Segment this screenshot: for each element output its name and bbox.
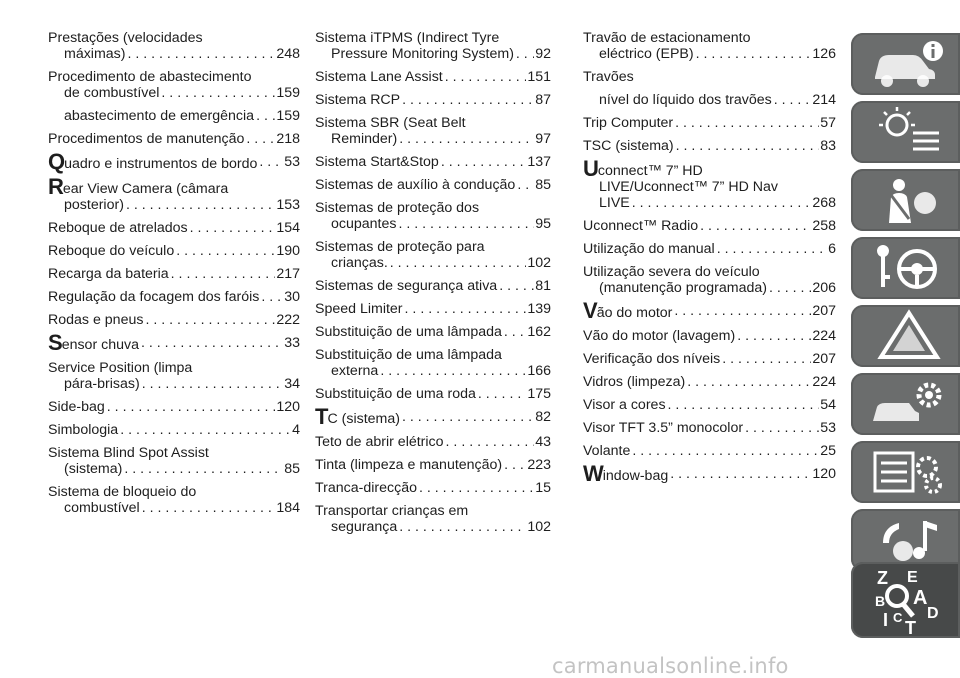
dot-leader xyxy=(399,131,534,147)
page-number[interactable]: 15 xyxy=(535,480,551,496)
section-letter: R xyxy=(48,174,63,199)
index-entry[interactable] xyxy=(315,404,551,429)
index-entry[interactable] xyxy=(583,30,836,62)
index-entry-label: Window-bag xyxy=(583,461,669,486)
index-entry[interactable] xyxy=(48,69,300,101)
tab-emergency[interactable] xyxy=(851,305,960,367)
index-entry[interactable] xyxy=(315,200,551,232)
dot-leader xyxy=(120,422,291,438)
index-entry-label: Quadro e instrumentos de bordo xyxy=(48,149,258,174)
index-entry[interactable] xyxy=(48,289,300,305)
index-entry[interactable] xyxy=(48,484,300,516)
dot-leader xyxy=(446,434,535,450)
index-entry-label: Sensor chuva xyxy=(48,330,139,355)
index-entry[interactable] xyxy=(315,347,551,379)
dot-leader xyxy=(145,312,275,328)
index-column-1 xyxy=(48,30,300,523)
page-number[interactable]: 85 xyxy=(535,177,551,193)
dot-leader xyxy=(127,46,275,62)
dot-leader xyxy=(142,500,276,516)
index-entry-label: Visor a cores xyxy=(583,397,666,413)
index-entry-label: Substituição de uma lâmpada xyxy=(315,347,502,363)
index-entry[interactable] xyxy=(583,420,836,436)
car-maintenance-icon xyxy=(869,377,949,431)
index-entry[interactable] xyxy=(48,266,300,282)
dot-leader xyxy=(161,85,275,101)
page-number[interactable]: 224 xyxy=(812,328,836,344)
page-number[interactable]: 139 xyxy=(527,301,551,317)
index-entry[interactable] xyxy=(48,422,300,438)
index-entry-label: Uconnect™ 7” HD xyxy=(583,156,703,181)
index-entry-label: Reboque do veículo xyxy=(48,243,175,259)
dot-leader xyxy=(717,241,827,257)
index-entry-label: Trip Computer xyxy=(583,115,674,131)
dot-leader xyxy=(670,466,811,484)
page-number[interactable]: 224 xyxy=(812,374,836,390)
index-entry[interactable] xyxy=(315,92,551,108)
tab-car-info[interactable] xyxy=(851,33,960,95)
dot-leader xyxy=(399,519,526,535)
dot-leader xyxy=(478,386,526,402)
dot-leader xyxy=(380,363,526,379)
index-entry-label: (sistema) xyxy=(64,461,123,477)
index-entry-label: crianças. xyxy=(331,255,388,271)
index-entry-label: Uconnect™ Radio xyxy=(583,218,699,234)
index-column-2 xyxy=(315,30,551,542)
index-entry[interactable] xyxy=(583,461,836,486)
index-entry-label: Substituição de uma lâmpada xyxy=(315,324,502,340)
dot-leader xyxy=(390,255,527,271)
dot-leader xyxy=(259,154,283,172)
dot-leader xyxy=(517,177,534,193)
dot-leader xyxy=(687,374,811,390)
dot-leader xyxy=(190,220,276,236)
seatbelt-airbag-icon xyxy=(869,173,949,227)
page-number[interactable]: 258 xyxy=(812,218,836,234)
page-number[interactable]: 190 xyxy=(276,243,300,259)
page-number[interactable]: 137 xyxy=(527,154,551,170)
technical-data-icon xyxy=(869,445,949,499)
section-letter: S xyxy=(48,330,62,355)
index-letter: Z xyxy=(877,568,888,588)
index-entry-label: Visor TFT 3.5” monocolor xyxy=(583,420,744,436)
index-entry-label: nível do líquido dos travões xyxy=(599,92,772,108)
page-number[interactable]: 102 xyxy=(527,519,551,535)
index-entry-label: Sistema SBR (Seat Belt xyxy=(315,115,466,131)
section-letter: V xyxy=(583,298,597,323)
index-entry-label: ocupantes xyxy=(331,216,397,232)
page-number[interactable]: 85 xyxy=(284,461,300,477)
index-entry-label: eléctrico (EPB) xyxy=(599,46,694,62)
index-entry-label: Procedimento de abastecimento xyxy=(48,69,252,85)
index-entry-label: TC (sistema) xyxy=(315,404,400,429)
index-entry-label: Service Position (limpa xyxy=(48,360,193,376)
index-entry-label: posterior) xyxy=(64,197,124,213)
index-entry-label: Utilização do manual xyxy=(583,241,715,257)
tab-dashboard[interactable] xyxy=(851,101,960,163)
dot-leader xyxy=(674,303,811,321)
index-entry[interactable] xyxy=(315,115,551,147)
page-number[interactable]: 207 xyxy=(812,303,836,319)
index-entry[interactable] xyxy=(583,92,836,108)
page-number[interactable]: 83 xyxy=(820,138,836,154)
index-entry[interactable] xyxy=(583,218,836,234)
dot-leader xyxy=(504,324,526,340)
index-entry[interactable] xyxy=(315,324,551,340)
dot-leader xyxy=(124,461,283,477)
index-entry[interactable] xyxy=(48,399,300,415)
index-entry-label: Sistemas de proteção dos xyxy=(315,200,480,216)
index-letter: C xyxy=(893,610,903,625)
index-entry-label: Sistemas de segurança ativa xyxy=(315,278,498,294)
index-entry[interactable] xyxy=(48,220,300,236)
page-number[interactable]: 222 xyxy=(276,312,300,328)
page-number[interactable]: 4 xyxy=(292,422,300,438)
index-entry[interactable] xyxy=(315,301,551,317)
section-letter: W xyxy=(583,461,603,486)
index-entry-label: Verificação dos níveis xyxy=(583,351,721,367)
index-entry-label: Sistema RCP xyxy=(315,92,401,108)
page-number[interactable]: 218 xyxy=(276,131,300,147)
dot-leader xyxy=(171,266,276,282)
dot-leader xyxy=(126,197,275,213)
dot-leader xyxy=(445,69,527,85)
page-number[interactable]: 223 xyxy=(527,457,551,473)
page-number[interactable]: 87 xyxy=(535,92,551,108)
section-letter: T xyxy=(315,404,328,429)
index-entry[interactable] xyxy=(48,360,300,392)
section-letter: Q xyxy=(48,149,65,174)
index-entry-label: Sistemas de auxílio à condução xyxy=(315,177,516,193)
index-entry-label: Sistema Lane Assist xyxy=(315,69,443,85)
index-letter: E xyxy=(907,569,918,586)
car-info-icon xyxy=(869,37,949,91)
page-number[interactable]: 151 xyxy=(527,69,551,85)
index-entry-label: Travão de estacionamento xyxy=(583,30,751,46)
index-entry-label: TSC (sistema) xyxy=(583,138,674,154)
index-entry[interactable] xyxy=(48,243,300,259)
page-number[interactable]: 159 xyxy=(276,108,300,124)
index-entry-label: Reminder) xyxy=(331,131,398,147)
index-entry[interactable] xyxy=(48,149,300,174)
page-number[interactable]: 53 xyxy=(820,420,836,436)
page-number[interactable]: 53 xyxy=(284,154,300,170)
index-letter: I xyxy=(883,610,889,630)
dot-leader xyxy=(700,218,811,234)
index-entry[interactable] xyxy=(315,386,551,402)
index-entry-label: Vão do motor xyxy=(583,298,673,323)
index-entry-label: Tinta (limpeza e manutenção) xyxy=(315,457,503,473)
index-entry[interactable] xyxy=(48,445,300,477)
dot-leader xyxy=(632,195,812,211)
dot-leader xyxy=(722,351,811,367)
page-number[interactable]: 34 xyxy=(284,376,300,392)
dot-leader xyxy=(142,376,284,392)
index-entry-label: Volante xyxy=(583,443,631,459)
index-entry[interactable] xyxy=(315,30,551,62)
index-entry[interactable] xyxy=(315,503,551,535)
index-entry[interactable] xyxy=(583,328,836,344)
page-number[interactable]: 153 xyxy=(276,197,300,213)
dot-leader xyxy=(676,138,820,154)
index-entry[interactable] xyxy=(315,457,551,473)
page-number[interactable]: 120 xyxy=(276,399,300,415)
index-entry[interactable] xyxy=(583,115,836,131)
index-entry[interactable] xyxy=(583,138,836,154)
index-entry[interactable] xyxy=(48,131,300,147)
page-number[interactable]: 33 xyxy=(284,335,300,351)
index-entry[interactable] xyxy=(315,177,551,193)
dot-leader xyxy=(256,108,275,124)
index-entry[interactable] xyxy=(48,174,300,213)
index-entry-label: LIVE/Uconnect™ 7” HD Nav xyxy=(599,179,778,195)
dot-leader xyxy=(504,457,526,473)
dot-leader xyxy=(745,420,819,436)
page-number[interactable]: 206 xyxy=(812,280,836,296)
dot-leader xyxy=(516,46,534,62)
alphabetical-index-icon xyxy=(869,566,949,636)
index-letter: A xyxy=(913,587,928,609)
warning-triangle-icon xyxy=(869,309,949,363)
dot-leader xyxy=(499,278,534,294)
index-letter: T xyxy=(905,618,916,636)
page-number[interactable]: 82 xyxy=(535,409,551,425)
dot-leader xyxy=(141,335,283,353)
index-entry-label: Speed Limiter xyxy=(315,301,403,317)
index-entry-label: Utilização severa do veículo xyxy=(583,264,760,280)
dot-leader xyxy=(402,92,534,108)
index-entry[interactable] xyxy=(315,480,551,496)
index-entry-label: abastecimento de emergência xyxy=(64,108,255,124)
dot-leader xyxy=(675,115,819,131)
index-entry-label: Prestações (velocidades xyxy=(48,30,203,46)
multimedia-icon xyxy=(869,513,949,567)
index-entry-label: Reboque de atrelados xyxy=(48,220,188,236)
page-number[interactable]: 95 xyxy=(535,216,551,232)
index-entry-label: máximas) xyxy=(64,46,126,62)
index-entry[interactable] xyxy=(583,374,836,390)
page-number[interactable]: 102 xyxy=(527,255,551,271)
page-number[interactable]: 43 xyxy=(535,434,551,450)
index-entry-label: Regulação da focagem dos faróis xyxy=(48,289,260,305)
dot-leader xyxy=(774,92,812,108)
section-letter: U xyxy=(583,156,598,181)
index-entry[interactable] xyxy=(583,241,836,257)
index-entry-label: Side-bag xyxy=(48,399,105,415)
key-steering-wheel-icon xyxy=(869,241,949,295)
index-letter: B xyxy=(875,593,886,609)
index-entry-label: (manutenção programada) xyxy=(599,280,767,296)
index-entry-label: Sistema iTPMS (Indirect Tyre xyxy=(315,30,500,46)
index-entry-label: Sistemas de proteção para xyxy=(315,239,485,255)
page-number[interactable]: 268 xyxy=(812,195,836,211)
page-number[interactable]: 166 xyxy=(527,363,551,379)
tab-technical-data[interactable] xyxy=(851,441,960,503)
dot-leader xyxy=(668,397,820,413)
index-entry[interactable] xyxy=(48,108,300,124)
dot-leader xyxy=(632,443,819,459)
index-column-3 xyxy=(583,30,836,491)
index-entry-label: Rodas e pneus xyxy=(48,312,144,328)
index-entry[interactable] xyxy=(583,156,836,211)
index-entry-label: Procedimentos de manutenção xyxy=(48,131,245,147)
index-entry-label: de combustível xyxy=(64,85,160,101)
index-entry-label: segurança xyxy=(331,519,398,535)
page-number[interactable]: 97 xyxy=(535,131,551,147)
dot-leader xyxy=(402,409,534,427)
index-entry[interactable] xyxy=(583,69,836,85)
index-entry[interactable] xyxy=(315,278,551,294)
dot-leader xyxy=(696,46,812,62)
tab-alphabetical-index[interactable] xyxy=(851,562,960,638)
page-number[interactable]: 159 xyxy=(276,85,300,101)
index-entry[interactable] xyxy=(583,397,836,413)
dot-leader xyxy=(261,289,283,305)
dashboard-lights-icon xyxy=(869,105,949,159)
index-entry[interactable] xyxy=(48,312,300,328)
dot-leader xyxy=(419,480,534,496)
index-entry-label: Simbologia xyxy=(48,422,119,438)
index-entry[interactable] xyxy=(583,298,836,323)
index-entry-label: Sistema Blind Spot Assist xyxy=(48,445,209,461)
index-entry-label: Substituição de uma roda xyxy=(315,386,476,402)
page-number[interactable]: 154 xyxy=(276,220,300,236)
dot-leader xyxy=(107,399,276,415)
index-entry[interactable] xyxy=(315,434,551,450)
index-entry-label: Vão do motor (lavagem) xyxy=(583,328,736,344)
index-entry-label: Sistema de bloqueio do xyxy=(48,484,197,500)
index-entry[interactable] xyxy=(583,351,836,367)
page-number[interactable]: 81 xyxy=(535,278,551,294)
index-entry[interactable] xyxy=(315,239,551,271)
page-number[interactable]: 248 xyxy=(276,46,300,62)
page-number[interactable]: 6 xyxy=(828,241,836,257)
index-letter: D xyxy=(927,605,939,622)
index-entry-label: Recarga da bateria xyxy=(48,266,169,282)
page-number[interactable]: 126 xyxy=(812,46,836,62)
page-number[interactable]: 92 xyxy=(535,46,551,62)
index-entry[interactable] xyxy=(583,264,836,296)
index-entry[interactable] xyxy=(583,443,836,459)
dot-leader xyxy=(405,301,527,317)
index-entry-label: combustível xyxy=(64,500,140,516)
page-number[interactable]: 120 xyxy=(812,466,836,482)
page-number[interactable]: 175 xyxy=(527,386,551,402)
index-entry-label: Transportar crianças em xyxy=(315,503,469,519)
index-entry-label: Tranca-direcção xyxy=(315,480,417,496)
index-entry[interactable] xyxy=(315,69,551,85)
index-entry[interactable] xyxy=(315,154,551,170)
page-number[interactable]: 207 xyxy=(812,351,836,367)
index-entry-label: Vidros (limpeza) xyxy=(583,374,686,390)
page-number[interactable]: 30 xyxy=(284,289,300,305)
dot-leader xyxy=(769,280,811,296)
page-number[interactable]: 57 xyxy=(820,115,836,131)
tab-starting-driving[interactable] xyxy=(851,237,960,299)
tab-maintenance[interactable] xyxy=(851,373,960,435)
dot-leader xyxy=(176,243,275,259)
dot-leader xyxy=(246,131,275,147)
index-entry-label: pára-brisas) xyxy=(64,376,140,392)
page-number[interactable]: 162 xyxy=(527,324,551,340)
watermark: carmanualsonline.info xyxy=(552,654,789,678)
dot-leader xyxy=(441,154,527,170)
dot-leader xyxy=(737,328,811,344)
page-number[interactable]: 25 xyxy=(820,443,836,459)
dot-leader xyxy=(398,216,534,232)
index-entry-label: Teto de abrir elétrico xyxy=(315,434,444,450)
index-entry-label: Pressure Monitoring System) xyxy=(331,46,514,62)
index-entry-label: Sistema Start&Stop xyxy=(315,154,439,170)
index-entry-label: Travões xyxy=(583,69,634,85)
tab-safety[interactable] xyxy=(851,169,960,231)
index-entry[interactable] xyxy=(48,30,300,62)
index-entry-label: Rear View Camera (câmara xyxy=(48,174,229,199)
page-number[interactable]: 54 xyxy=(820,397,836,413)
index-entry-label: externa xyxy=(331,363,379,379)
index-entry-label: LIVE xyxy=(599,195,630,211)
page-number[interactable]: 184 xyxy=(276,500,300,516)
index-entry[interactable] xyxy=(48,330,300,355)
page-number[interactable]: 217 xyxy=(276,266,300,282)
page-number[interactable]: 214 xyxy=(812,92,836,108)
